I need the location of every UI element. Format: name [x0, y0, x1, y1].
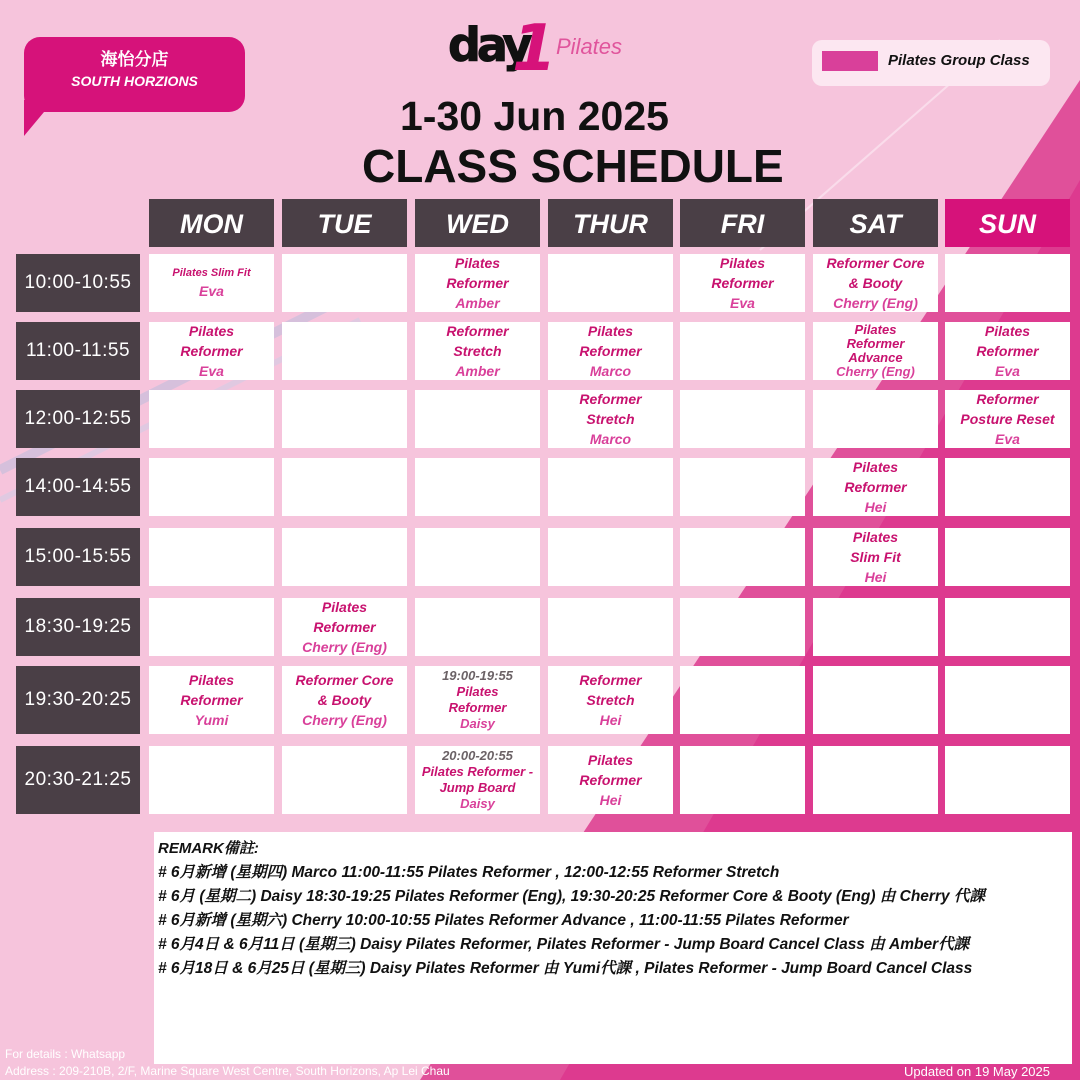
- class-cell: [548, 666, 673, 734]
- time-slot: 10:00-10:55: [16, 254, 140, 312]
- class-name-line: Reformer: [976, 391, 1039, 407]
- day-header-mon: MON: [149, 199, 274, 247]
- empty-cell: [282, 254, 407, 312]
- day-header-fri: FRI: [680, 199, 805, 247]
- empty-cell: [813, 746, 938, 814]
- class-name-line: Pilates: [719, 255, 766, 271]
- time-slot: 14:00-14:55: [16, 458, 140, 516]
- class-cell: [149, 322, 274, 380]
- class-name-line: Pilates: [587, 323, 634, 339]
- empty-cell: [680, 746, 805, 814]
- empty-cell: [282, 528, 407, 586]
- class-cell: [680, 254, 805, 312]
- empty-cell: [415, 390, 540, 448]
- time-slot: 19:30-20:25: [16, 666, 140, 734]
- time-slot: 18:30-19:25: [16, 598, 140, 656]
- branch-name-zh: 海怡分店: [100, 50, 169, 70]
- class-cell: [282, 666, 407, 734]
- branch-badge: [24, 37, 245, 112]
- empty-cell: [149, 598, 274, 656]
- empty-cell: [680, 458, 805, 516]
- class-name-line: Reformer: [579, 772, 642, 788]
- empty-cell: [149, 458, 274, 516]
- class-cell: [149, 666, 274, 734]
- class-cell: [415, 322, 540, 380]
- class-name-line: Jump Board: [439, 780, 516, 795]
- remark-box: [154, 832, 1072, 1064]
- empty-cell: [680, 598, 805, 656]
- remark-line: # 6月 (星期二) Daisy 18:30-19:25 Pilates Reformer (Eng), 19:30-20:25 Reformer Core & Booty (Eng) 由 Cherry 代課: [158, 888, 985, 905]
- instructor-name: Cherry (Eng): [302, 712, 387, 728]
- empty-cell: [282, 390, 407, 448]
- empty-cell: [548, 254, 673, 312]
- class-name-line: Reformer: [846, 336, 905, 351]
- empty-cell: [149, 390, 274, 448]
- class-name-line: Stretch: [586, 692, 635, 708]
- logo-pilates: Pilates: [556, 34, 623, 59]
- day-header-sat: SAT: [813, 199, 938, 247]
- footer-updated: Updated on 19 May 2025: [904, 1064, 1050, 1079]
- footer-address: Address : 209-210B, 2/F, Marine Square West Centre, South Horizons, Ap Lei Chau: [5, 1064, 450, 1078]
- class-cell: [813, 528, 938, 586]
- class-cell: [282, 598, 407, 656]
- empty-cell: [680, 666, 805, 734]
- class-name-line: Reformer: [448, 700, 507, 715]
- empty-cell: [415, 528, 540, 586]
- class-name-line: Pilates: [188, 672, 235, 688]
- instructor-name: Amber: [455, 363, 500, 379]
- class-cell: [945, 390, 1070, 448]
- empty-cell: [548, 458, 673, 516]
- legend: [812, 40, 1050, 86]
- class-name-line: Pilates Reformer -: [421, 764, 534, 779]
- remark-line: # 6月4日 & 6月11日 (星期三) Daisy Pilates Reformer, Pilates Reformer - Jump Board Cancel Class 由 Amber代課: [158, 936, 970, 953]
- class-time-note: 19:00-19:55: [442, 668, 513, 683]
- class-name-line: Reformer: [711, 275, 774, 291]
- class-name-line: Reformer: [180, 343, 243, 359]
- class-cell: [149, 254, 274, 312]
- class-name-line: Reformer: [844, 479, 907, 495]
- class-cell: [548, 746, 673, 814]
- class-name-line: Reformer: [313, 619, 376, 635]
- footer-details: For details : Whatsapp: [5, 1047, 126, 1061]
- legend-label: Pilates Group Class: [888, 52, 1030, 69]
- day-header-wed: WED: [415, 199, 540, 247]
- instructor-name: Eva: [199, 283, 224, 299]
- instructor-name: Eva: [995, 431, 1020, 447]
- empty-cell: [282, 322, 407, 380]
- instructor-name: Hei: [864, 499, 887, 515]
- time-slot: 15:00-15:55: [16, 528, 140, 586]
- brand-logo: [448, 12, 648, 86]
- empty-cell: [149, 746, 274, 814]
- class-name-line: Reformer Core: [826, 255, 925, 271]
- time-slot: 20:30-21:25: [16, 746, 140, 814]
- empty-cell: [813, 666, 938, 734]
- title-date-range: 1-30 Jun 2025: [400, 93, 669, 139]
- empty-cell: [680, 322, 805, 380]
- legend-swatch: [822, 51, 878, 71]
- instructor-name: Hei: [599, 792, 622, 808]
- empty-cell: [945, 254, 1070, 312]
- instructor-name: Eva: [199, 363, 224, 379]
- remark-line: # 6月新增 (星期四) Marco 11:00-11:55 Pilates Reformer , 12:00-12:55 Reformer Stretch: [158, 864, 780, 881]
- class-name-line: Reformer: [579, 672, 642, 688]
- title-class-schedule: CLASS SCHEDULE: [362, 140, 784, 192]
- class-cell: [415, 254, 540, 312]
- instructor-name: Hei: [599, 712, 622, 728]
- class-name-line: Reformer: [446, 275, 509, 291]
- class-name-line: Pilates Slim Fit: [172, 267, 251, 279]
- class-name-line: Reformer: [180, 692, 243, 708]
- branch-name-en: SOUTH HORZIONS: [71, 73, 198, 89]
- instructor-name: Daisy: [460, 796, 495, 811]
- class-name-line: Posture Reset: [960, 411, 1055, 427]
- class-name-line: Reformer: [579, 343, 642, 359]
- empty-cell: [945, 528, 1070, 586]
- time-slot: 12:00-12:55: [16, 390, 140, 448]
- logo-one: 1: [512, 12, 557, 86]
- instructor-name: Eva: [995, 363, 1020, 379]
- empty-cell: [548, 528, 673, 586]
- remark-line: # 6月新增 (星期六) Cherry 10:00-10:55 Pilates Reformer Advance , 11:00-11:55 Pilates Reformer: [158, 912, 849, 929]
- empty-cell: [680, 528, 805, 586]
- instructor-name: Daisy: [460, 716, 495, 731]
- instructor-name: Cherry (Eng): [836, 364, 915, 379]
- day-header-sun: SUN: [945, 199, 1070, 247]
- time-slot: 11:00-11:55: [16, 322, 140, 380]
- class-name-line: Reformer: [976, 343, 1039, 359]
- class-name-line: Reformer: [446, 323, 509, 339]
- remark-line: # 6月18日 & 6月25日 (星期三) Daisy Pilates Reformer 由 Yumi代課 , Pilates Reformer - Jump Board Cancel Class: [158, 960, 973, 977]
- class-cell: [415, 746, 540, 814]
- class-name-line: Pilates: [854, 322, 897, 337]
- class-cell: [813, 254, 938, 312]
- empty-cell: [945, 746, 1070, 814]
- instructor-name: Marco: [589, 363, 632, 379]
- branch-badge-tail: [24, 100, 54, 136]
- remark-title: REMARK備註:: [158, 840, 259, 857]
- class-name-line: Pilates: [984, 323, 1031, 339]
- empty-cell: [945, 666, 1070, 734]
- class-cell: [813, 458, 938, 516]
- day-header-thur: THUR: [548, 199, 673, 247]
- class-name-line: Reformer Core: [295, 672, 394, 688]
- class-name-line: Pilates: [852, 529, 899, 545]
- class-name-line: Pilates: [454, 255, 501, 271]
- instructor-name: Yumi: [194, 712, 229, 728]
- empty-cell: [282, 746, 407, 814]
- class-cell: [548, 390, 673, 448]
- class-name-line: Stretch: [453, 343, 502, 359]
- class-cell: [813, 322, 938, 380]
- empty-cell: [945, 598, 1070, 656]
- class-name-line: Slim Fit: [850, 549, 901, 565]
- class-name-line: Pilates: [321, 599, 368, 615]
- day-header-tue: TUE: [282, 199, 407, 247]
- empty-cell: [680, 390, 805, 448]
- class-name-line: Pilates: [456, 684, 499, 699]
- class-name-line: Advance: [848, 350, 903, 365]
- class-name-line: Pilates: [852, 459, 899, 475]
- class-name-line: Reformer: [579, 391, 642, 407]
- empty-cell: [813, 598, 938, 656]
- instructor-name: Marco: [589, 431, 632, 447]
- class-name-line: & Booty: [317, 692, 372, 708]
- class-cell: [415, 666, 540, 734]
- empty-cell: [149, 528, 274, 586]
- empty-cell: [945, 458, 1070, 516]
- class-name-line: & Booty: [848, 275, 903, 291]
- instructor-name: Hei: [864, 569, 887, 585]
- logo-day: day: [448, 18, 529, 72]
- instructor-name: Cherry (Eng): [833, 295, 918, 311]
- class-name-line: Pilates: [587, 752, 634, 768]
- empty-cell: [813, 390, 938, 448]
- instructor-name: Cherry (Eng): [302, 639, 387, 655]
- class-name-line: Stretch: [586, 411, 635, 427]
- class-cell: [548, 322, 673, 380]
- empty-cell: [282, 458, 407, 516]
- empty-cell: [548, 598, 673, 656]
- class-name-line: Pilates: [188, 323, 235, 339]
- class-time-note: 20:00-20:55: [442, 748, 513, 763]
- instructor-name: Eva: [730, 295, 755, 311]
- class-cell: [945, 322, 1070, 380]
- instructor-name: Amber: [455, 295, 500, 311]
- empty-cell: [415, 598, 540, 656]
- empty-cell: [415, 458, 540, 516]
